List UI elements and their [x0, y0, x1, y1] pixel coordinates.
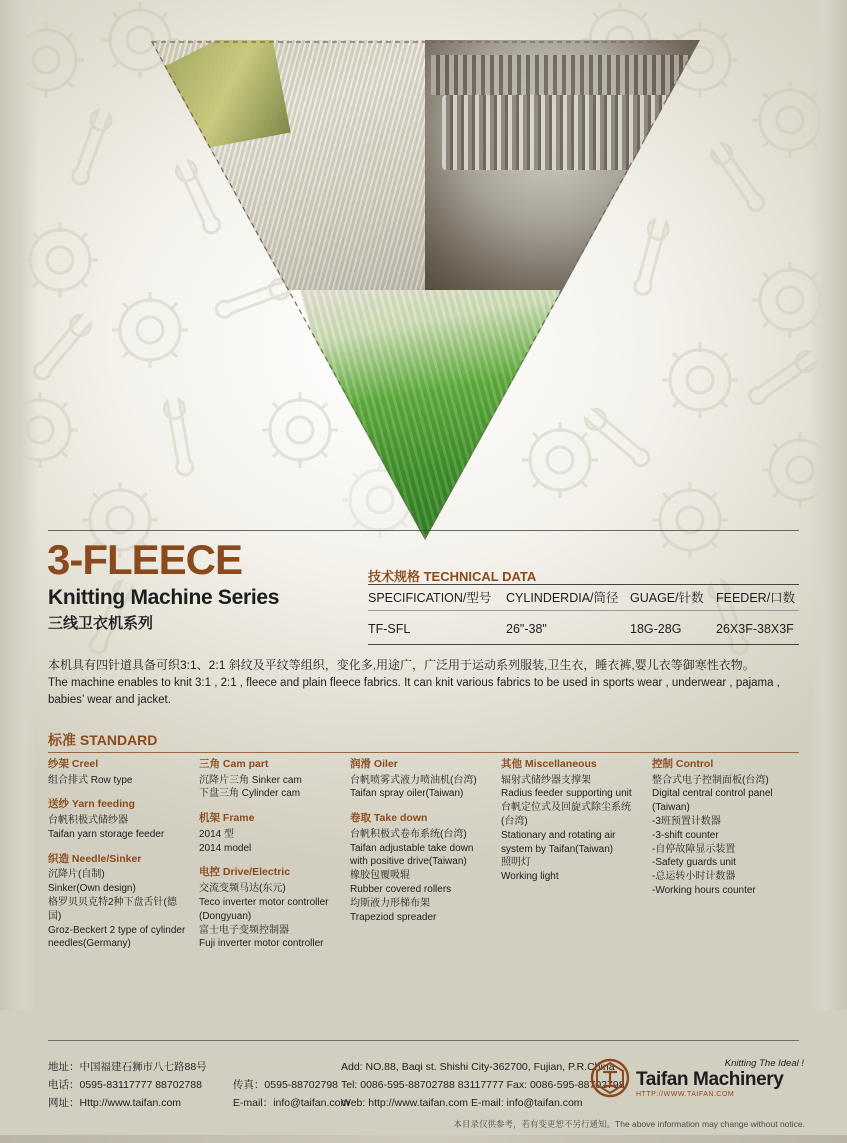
footer-en-address: Add: NO.88, Baqi st. Shishi City-362700, Fujian, P.R.China [341, 1061, 615, 1073]
standard-group-body: 沉降片三角 Sinker cam 下盘三角 Cylinder cam [199, 774, 302, 800]
td-gauge: 18G-28G [630, 622, 682, 636]
standard-column [652, 758, 803, 962]
standard-rule [48, 752, 799, 753]
standard-columns [48, 758, 803, 962]
page-subtitle: Knitting Machine Series [48, 586, 280, 609]
standard-group-title: 卷取 Take down [350, 812, 428, 825]
standard-group-title: 其他 Miscellaneous [501, 758, 597, 770]
footer-address-row [48, 1058, 349, 1076]
footer-tel-value: 0595-83117777 88702788 [79, 1079, 202, 1092]
td-cylinder-dia: 26"-38" [506, 622, 547, 636]
technical-data-heading: 技术规格 TECHNICAL DATA [368, 569, 537, 584]
hero-triangle-outline [150, 40, 700, 540]
description-block [48, 656, 800, 710]
right-edge-shading [809, 0, 847, 1010]
footer-contact-en [341, 1058, 625, 1112]
standard-column [350, 758, 501, 962]
page-title: 3-FLEECE [47, 536, 243, 583]
footer-web-value[interactable]: Http://www.taifan.com [79, 1097, 182, 1110]
standard-group [199, 812, 340, 855]
technical-data-rule-mid [368, 610, 799, 611]
td-specification: TF-SFL [368, 622, 411, 636]
standard-group-body: 台帆积极式储纱器 Taifan yarn storage feeder [48, 815, 165, 840]
standard-group [48, 798, 189, 841]
standard-group-body: 整合式电子控制面板(台湾) Digital central control panel (Taiwan) -3班预置计数器 -3-shift counter -自停故障显示装置 -Safety guards unit -总运转小时计数器 -Working hours counter [652, 774, 773, 897]
logo-url: HTTP://WWW.TAIFAN.COM [636, 1091, 735, 1098]
standard-heading: 标准 STANDARD [48, 732, 158, 748]
standard-group-title: 润滑 Oiler [350, 758, 398, 770]
th-feeder: FEEDER/口数 [716, 591, 796, 605]
left-edge-shading [0, 0, 38, 1010]
standard-group-body: 台帆积极式卷布系统(台湾) Taifan adjustable take down with positive drive(Taiwan) 橡胶包覆吸辊 Rubber covered rollers 均斯液力形梯布架 Trapeziod spreader [350, 828, 474, 923]
standard-group-title: 送纱 Yarn feeding [48, 798, 135, 811]
logo-company-name: Taifan Machinery [636, 1069, 784, 1090]
standard-group-title: 三角 Cam part [199, 758, 269, 770]
standard-group-title: 电控 Drive/Electric [199, 866, 291, 879]
standard-group [48, 853, 189, 951]
footer-fax-label: 传真： [232, 1079, 265, 1092]
logo-tagline: Knitting The Ideal ! [724, 1058, 804, 1069]
standard-group-title: 纱架 Creel [48, 758, 99, 770]
standard-group-title: 织造 Needle/Sinker [48, 852, 142, 865]
standard-group-body: 组合排式 Row type [48, 774, 133, 786]
standard-column [48, 758, 199, 962]
th-gauge: GUAGE/针数 [630, 591, 704, 605]
standard-group-body: 交流变频马达(东元) Teco inverter motor controller (Dongyuan) 富士电子变频控制器 Fuji inverter motor controller [199, 883, 329, 950]
footer-address-value: 中国福建石狮市八七路88号 [79, 1061, 207, 1073]
footer-web-row [48, 1094, 349, 1112]
footer-email-label: E-mail： [232, 1097, 274, 1110]
standard-group-title: 控制 Control [652, 758, 714, 770]
company-logo [590, 1056, 805, 1102]
standard-group [350, 758, 491, 801]
th-cylinder-dia: CYLINDERDIA/筒径 [506, 591, 619, 605]
taifan-emblem-icon [590, 1058, 630, 1098]
disclaimer-text: 本目录仅供参考，若有变更恕不另行通知。The above information may change without notice. [453, 1119, 805, 1129]
td-feeder: 26X3F-38X3F [716, 622, 794, 636]
standard-group [199, 866, 340, 951]
standard-group [199, 758, 340, 801]
standard-group [48, 758, 189, 787]
hero-triangle-image [150, 40, 700, 540]
footer-contact-cn [48, 1058, 349, 1112]
standard-group-body: 台帆喷雾式液力喷油机(台湾) Taifan spray oiler(Taiwan) [350, 774, 477, 800]
standard-column [199, 758, 350, 962]
footer-rule [48, 1040, 799, 1041]
standard-group-body: 沉降片(自制) Sinker(Own design) 格罗贝贝克特2种下盘舌针(德国) Groz-Beckert 2 type of cylinder needles(Germany) [48, 869, 186, 950]
description-cn: 本机具有四针道具备可织3:1、2:1 斜纹及平纹等组织，变化多,用途广，广泛用于运动系列服装,卫生衣，睡衣裤,婴儿衣等御寒性衣物。 [48, 658, 755, 672]
standard-column [501, 758, 652, 962]
logo-text-block [636, 1058, 804, 1098]
description-en: The machine enables to knit 3:1 , 2:1 , fleece and plain fleece fabrics. It can knit various fabrics to be used in sports wear , underwear , pajama , babies’ wear and jacket. [48, 676, 780, 707]
footer-fax-value: 0595-88702798 [264, 1079, 338, 1092]
standard-group-title: 机架 Frame [199, 812, 255, 825]
footer-en-web-email[interactable]: Web: http://www.taifan.com E-mail: info@taifan.com [341, 1097, 583, 1110]
standard-group [652, 758, 793, 898]
footer-email-value[interactable]: info@taifan.com [273, 1097, 350, 1110]
page-subtitle-cn: 三线卫衣机系列 [48, 615, 154, 632]
th-specification: SPECIFICATION/型号 [368, 591, 492, 605]
footer-tel-row [48, 1076, 349, 1094]
footer-web-label: 网址： [48, 1097, 80, 1110]
standard-group-body: 2014 型 2014 model [199, 828, 252, 854]
footer-tel-label: 电话： [48, 1079, 80, 1092]
standard-group [501, 758, 642, 884]
standard-group [350, 812, 491, 924]
technical-data-rule-bottom [368, 644, 799, 645]
standard-group-body: 辐射式储纱器支撑架 Radius feeder supporting unit 台帆定位式及回旋式除尘系统(台湾) Stationary and rotating air system by Taifan(Taiwan) 照明灯 Working light [501, 774, 632, 883]
footer-address-label: 地址： [48, 1061, 80, 1073]
footer-en-tel-fax: Tel: 0086-595-88702788 83117777 Fax: 0086-595-88702798 [341, 1079, 625, 1092]
title-top-divider [48, 530, 799, 531]
bottom-band [0, 1135, 847, 1143]
technical-data-rule-top [368, 584, 799, 585]
